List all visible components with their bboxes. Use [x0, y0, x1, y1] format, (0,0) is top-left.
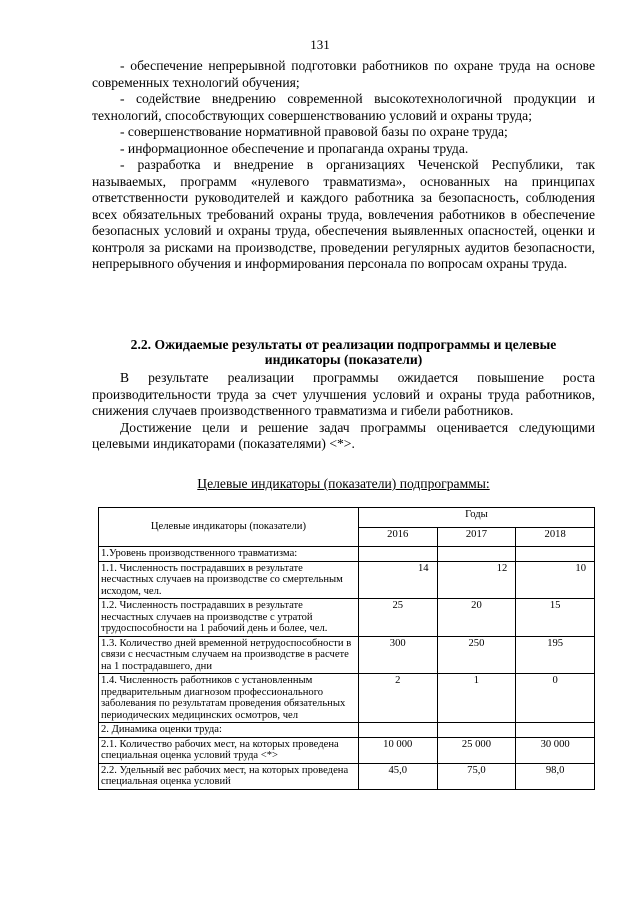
section-label: 2. Динамика оценки труда:	[99, 723, 359, 738]
header-indicators: Целевые индикаторы (показатели)	[99, 508, 359, 547]
value-2016: 25	[358, 599, 437, 637]
empty-cell	[516, 723, 595, 738]
table-caption: Целевые индикаторы (показатели) подпрограммы:	[197, 476, 490, 491]
value-2017: 12	[437, 561, 516, 599]
indicator-name: 1.2. Численность пострадавших в результате несчастных случаев на производстве с утратой трудоспособности на 1 рабочий день и более, чел.	[99, 599, 359, 637]
value-2017: 250	[437, 636, 516, 674]
paragraph: В результате реализации программы ожидается повышение роста производительности труда за счет улучшения условий и охраны труда работников, снижения случаев производственного травматизма и гибели работников.	[92, 370, 595, 418]
table-section-row	[99, 723, 595, 738]
table-row	[99, 674, 595, 723]
indicators-table	[98, 507, 595, 790]
list-item: - разработка и внедрение в организациях Чеченской Республики, так называемых, программ «нулевого травматизма», основанных на принципах ответственности руководителей и каждого работника за безопасность, соблюдения всех обязательных требований охраны труда, вовлечения работников в обеспечение безопасных условий и охраны труда, обеспечения выявленных опасностей, оценки и контроля за рисками на производстве, проведении регулярных аудитов безопасности, непрерывного обучения и информирования персонала по вопросам охраны труда.	[92, 157, 595, 271]
list-item: - обеспечение непрерывной подготовки работников по охране труда на основе современных технологий обучения;	[92, 58, 595, 90]
indicator-name: 1.4. Численность работников с установленным предварительным диагнозом профессионального заболевания по результатам проведения обязательных периодических медицинских осмотров, чел	[99, 674, 359, 723]
list-item: - совершенствование нормативной правовой базы по охране труда;	[120, 124, 508, 139]
table-row	[99, 763, 595, 789]
indicator-name: 2.2. Удельный вес рабочих мест, на которых проведена специальная оценка условий	[99, 763, 359, 789]
objectives-list	[92, 58, 595, 273]
indicator-name: 1.3. Количество дней временной нетрудоспособности в связи с несчастным случаем на производстве в расчете на 1 пострадавшего, дни	[99, 636, 359, 674]
table-row	[99, 599, 595, 637]
value-2018: 10	[516, 561, 595, 599]
list-item: - информационное обеспечение и пропаганда охраны труда.	[120, 140, 469, 156]
value-2016: 300	[358, 636, 437, 674]
empty-cell	[516, 547, 595, 562]
indicator-name: 2.1. Количество рабочих мест, на которых проведена специальная оценка условий труда <*>	[99, 737, 359, 763]
value-2016: 45,0	[358, 763, 437, 789]
header-year-2016: 2016	[358, 527, 437, 547]
empty-cell	[358, 723, 437, 738]
value-2017: 1	[437, 674, 516, 723]
value-2017: 20	[437, 599, 516, 637]
section-label: 1.Уровень производственного травматизма:	[99, 547, 359, 562]
header-year-2018: 2018	[516, 527, 595, 547]
section-heading: 2.2. Ожидаемые результаты от реализации подпрограммы и целевые индикаторы (показатели)	[130, 337, 557, 367]
value-2018: 195	[516, 636, 595, 674]
value-2017: 25 000	[437, 737, 516, 763]
list-item: - содействие внедрению современной высокотехнологичной продукции и технологий, способствующих совершенствованию условий и охраны труда;	[92, 91, 595, 123]
value-2018: 30 000	[516, 737, 595, 763]
page-number: 131	[310, 37, 330, 52]
value-2018: 15	[516, 599, 595, 637]
paragraph: Достижение цели и решение задач программы оценивается следующими целевыми индикаторами (показателями) <*>.	[92, 419, 595, 451]
indicator-name: 1.1. Численность пострадавших в результате несчастных случаев на производстве со смертельным исходом, чел.	[99, 561, 359, 599]
value-2018: 98,0	[516, 763, 595, 789]
value-2018: 0	[516, 674, 595, 723]
header-years: Годы	[358, 508, 594, 528]
empty-cell	[437, 723, 516, 738]
value-2017: 75,0	[437, 763, 516, 789]
empty-cell	[358, 547, 437, 562]
table-section-row	[99, 547, 595, 562]
table-header-row	[99, 508, 595, 528]
value-2016: 2	[358, 674, 437, 723]
empty-cell	[437, 547, 516, 562]
table-row	[99, 636, 595, 674]
value-2016: 10 000	[358, 737, 437, 763]
results-text	[92, 370, 595, 453]
header-year-2017: 2017	[437, 527, 516, 547]
table-row	[99, 737, 595, 763]
value-2016: 14	[358, 561, 437, 599]
table-row	[99, 561, 595, 599]
